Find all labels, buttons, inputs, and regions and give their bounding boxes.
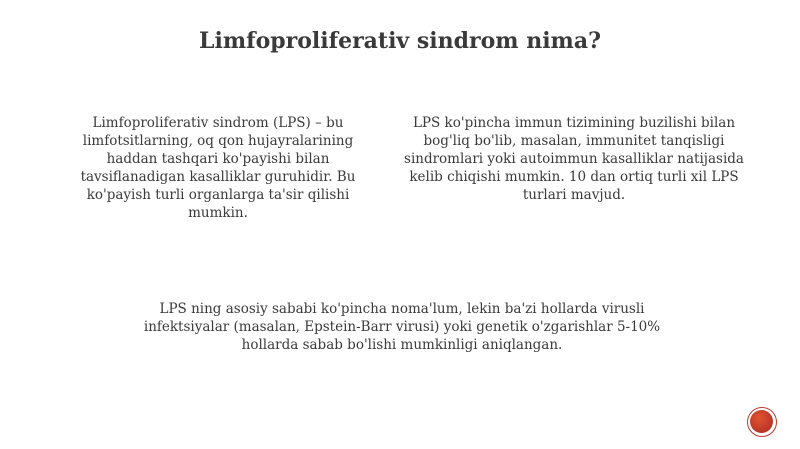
circle-button-icon bbox=[750, 410, 773, 433]
paragraph-causes: LPS ko'pincha immun tizimining buzilishi bilan bog'liq bo'lib, masalan, immunitet tanqisligi sindromlari yoki autoimmun kasalliklar natijasida kelib chiqishi mumkin. 10 dan ortiq turli xil LPS turlari mavjud. bbox=[404, 115, 744, 203]
paragraph-etiology: LPS ning asosiy sababi ko'pincha noma'lum, lekin ba'zi hollarda virusli infektsiyalar (masalan, Epstein-Barr virusi) yoki genetik o'zgarishlar 5-10% hollarda sabab bo'lishi mumkinligi aniqlangan. bbox=[143, 301, 661, 353]
paragraph-definition: Limfoproliferativ sindrom (LPS) – bu limfotsitlarning, oq qon hujayralarining haddan tashqari ko'payishi bilan tavsiflanadigan kasalliklar guruhidir. Bu ko'payish turli organlarga ta'sir qilishi mumkin. bbox=[80, 115, 356, 221]
slide-title: Limfoproliferativ sindrom nima? bbox=[199, 28, 601, 54]
slide-nav-button[interactable] bbox=[747, 407, 777, 437]
